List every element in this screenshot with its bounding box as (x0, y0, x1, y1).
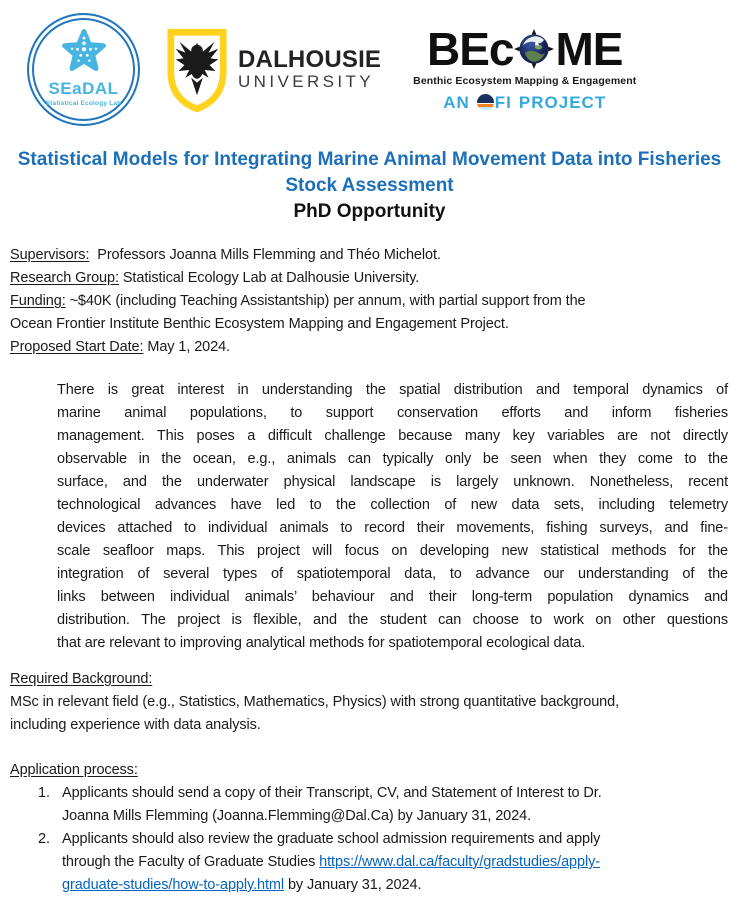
seadal-logo (27, 13, 140, 126)
project-line: technological advances have led to the collection of new data sets, including telemetry (57, 497, 728, 513)
dalhousie-logo (166, 27, 381, 113)
detail-label: Funding: (10, 293, 66, 309)
detail-text: ~$40K (including Teaching Assistantship) per annum, with partial support from the (65, 293, 586, 309)
detail-label: Proposed Start Date: (10, 339, 144, 355)
project-line: links between individual animals’ behaviour and their long-term population dynamics and (57, 589, 728, 605)
list-item-line (62, 851, 600, 874)
list-item-text (62, 828, 600, 897)
project-line: distribution. The project is flexible, and the student can choose to work on other questions (57, 612, 728, 628)
list-number: 1. (38, 785, 50, 801)
list-item-line: Applicants should also review the graduate school admission requirements and apply (62, 831, 601, 847)
required-background-heading: Required Background: (10, 671, 153, 687)
detail-text: May 1, 2024. (143, 339, 230, 355)
apply-link[interactable]: https://www.dal.ca/faculty/gradstudies/apply- (319, 854, 600, 870)
detail-label: Research Group: (10, 270, 119, 286)
ofi-suffix-label: PROJECT (518, 92, 607, 112)
page-title-line2: Stock Assessment (285, 175, 454, 196)
detail-line-start-date (10, 336, 728, 359)
dalhousie-wordmark-line2: UNIVERSITY (238, 71, 375, 91)
application-heading: Application process: (10, 762, 138, 778)
required-background-section (0, 668, 739, 737)
details-section (0, 244, 739, 359)
become-logo (413, 22, 637, 113)
ofi-project-line (443, 93, 606, 113)
seadal-subtitle: Statistical Ecology Lab (45, 100, 122, 107)
page-title-line1: Statistical Models for Integrating Marine Animal Movement Data into Fisheries (17, 149, 722, 170)
application-section (0, 759, 739, 897)
project-description (57, 379, 728, 655)
ofi-mid-label: FI (494, 92, 512, 112)
project-line: integration of several types of spatiotemporal data, to advance our understanding of the (57, 566, 728, 582)
project-line: There is great interest in understanding the spatial distribution and temporal dynamics of (57, 382, 728, 398)
project-line: surface, and the underwater physical landscape is largely unknown. Nonetheless, recent (57, 474, 728, 490)
page-title (0, 147, 739, 199)
become-wordmark (426, 22, 623, 75)
list-item-line (62, 874, 600, 897)
project-line: scale seafloor maps. This project will focus on developing new statistical methods for the (57, 543, 728, 559)
become-wordmark-suffix: ME (555, 22, 623, 75)
apply-link-continued[interactable]: graduate-studies/how-to-apply.html (62, 877, 285, 893)
application-list-item-2 (10, 828, 728, 897)
list-number: 2. (38, 831, 50, 847)
dalhousie-wordmark (238, 45, 382, 92)
dalhousie-crest-icon (166, 27, 228, 113)
list-item-line: Joanna Mills Flemming (Joanna.Flemming@Dal.Ca) by January 31, 2024. (62, 808, 532, 824)
ofi-wordmark (477, 93, 512, 113)
project-line: observable in the ocean, e.g., animals can typically only be seen when they come to the (57, 451, 728, 467)
required-background-line: including experience with data analysis. (10, 717, 261, 733)
globe-icon (514, 29, 554, 73)
required-background-line: MSc in relevant field (e.g., Statistics, Mathematics, Physics) with strong quantitative background, (10, 694, 620, 710)
project-line: marine animal populations, to support conservation efforts and inform fisheries (57, 405, 728, 421)
detail-text: Professors Joanna Mills Flemming and Théo Michelot. (89, 247, 441, 263)
detail-line-research-group (10, 267, 728, 290)
detail-line-funding-cont (10, 313, 728, 336)
list-item-line: Applicants should send a copy of their Transcript, CV, and Statement of Interest to Dr. (62, 785, 602, 801)
project-line: management. This poses a difficult challenge because many key variables are not directly (57, 428, 728, 444)
list-item-text (62, 782, 602, 828)
detail-line-supervisors (10, 244, 728, 267)
detail-text: Ocean Frontier Institute Benthic Ecosystem Mapping and Engagement Project. (10, 316, 509, 332)
list-item-line-suffix: by January 31, 2024. (284, 877, 422, 893)
application-list-item-1 (10, 782, 728, 828)
project-line: that are relevant to improving analytical methods for spatiotemporal ecological data. (57, 635, 586, 651)
ofi-prefix-label: AN (443, 92, 470, 112)
starfish-icon (57, 24, 111, 80)
ofi-logo-icon (477, 94, 494, 111)
detail-label: Supervisors: (10, 247, 90, 263)
page-subtitle: PhD Opportunity (293, 201, 446, 222)
detail-line-funding (10, 290, 728, 313)
seadal-wordmark: SEaDAL (48, 79, 119, 98)
logo-header (0, 0, 739, 124)
dalhousie-wordmark-line1: DALHOUSIE (238, 45, 382, 73)
become-subtitle: Benthic Ecosystem Mapping & Engagement (413, 74, 637, 87)
project-line: devices attached to individual animals to record their movements, fishing surveys, and fine- (57, 520, 728, 536)
become-wordmark-prefix: BEc (426, 22, 514, 75)
detail-text: Statistical Ecology Lab at Dalhousie University. (118, 270, 420, 286)
list-item-line-prefix: through the Faculty of Graduate Studies (62, 854, 320, 870)
